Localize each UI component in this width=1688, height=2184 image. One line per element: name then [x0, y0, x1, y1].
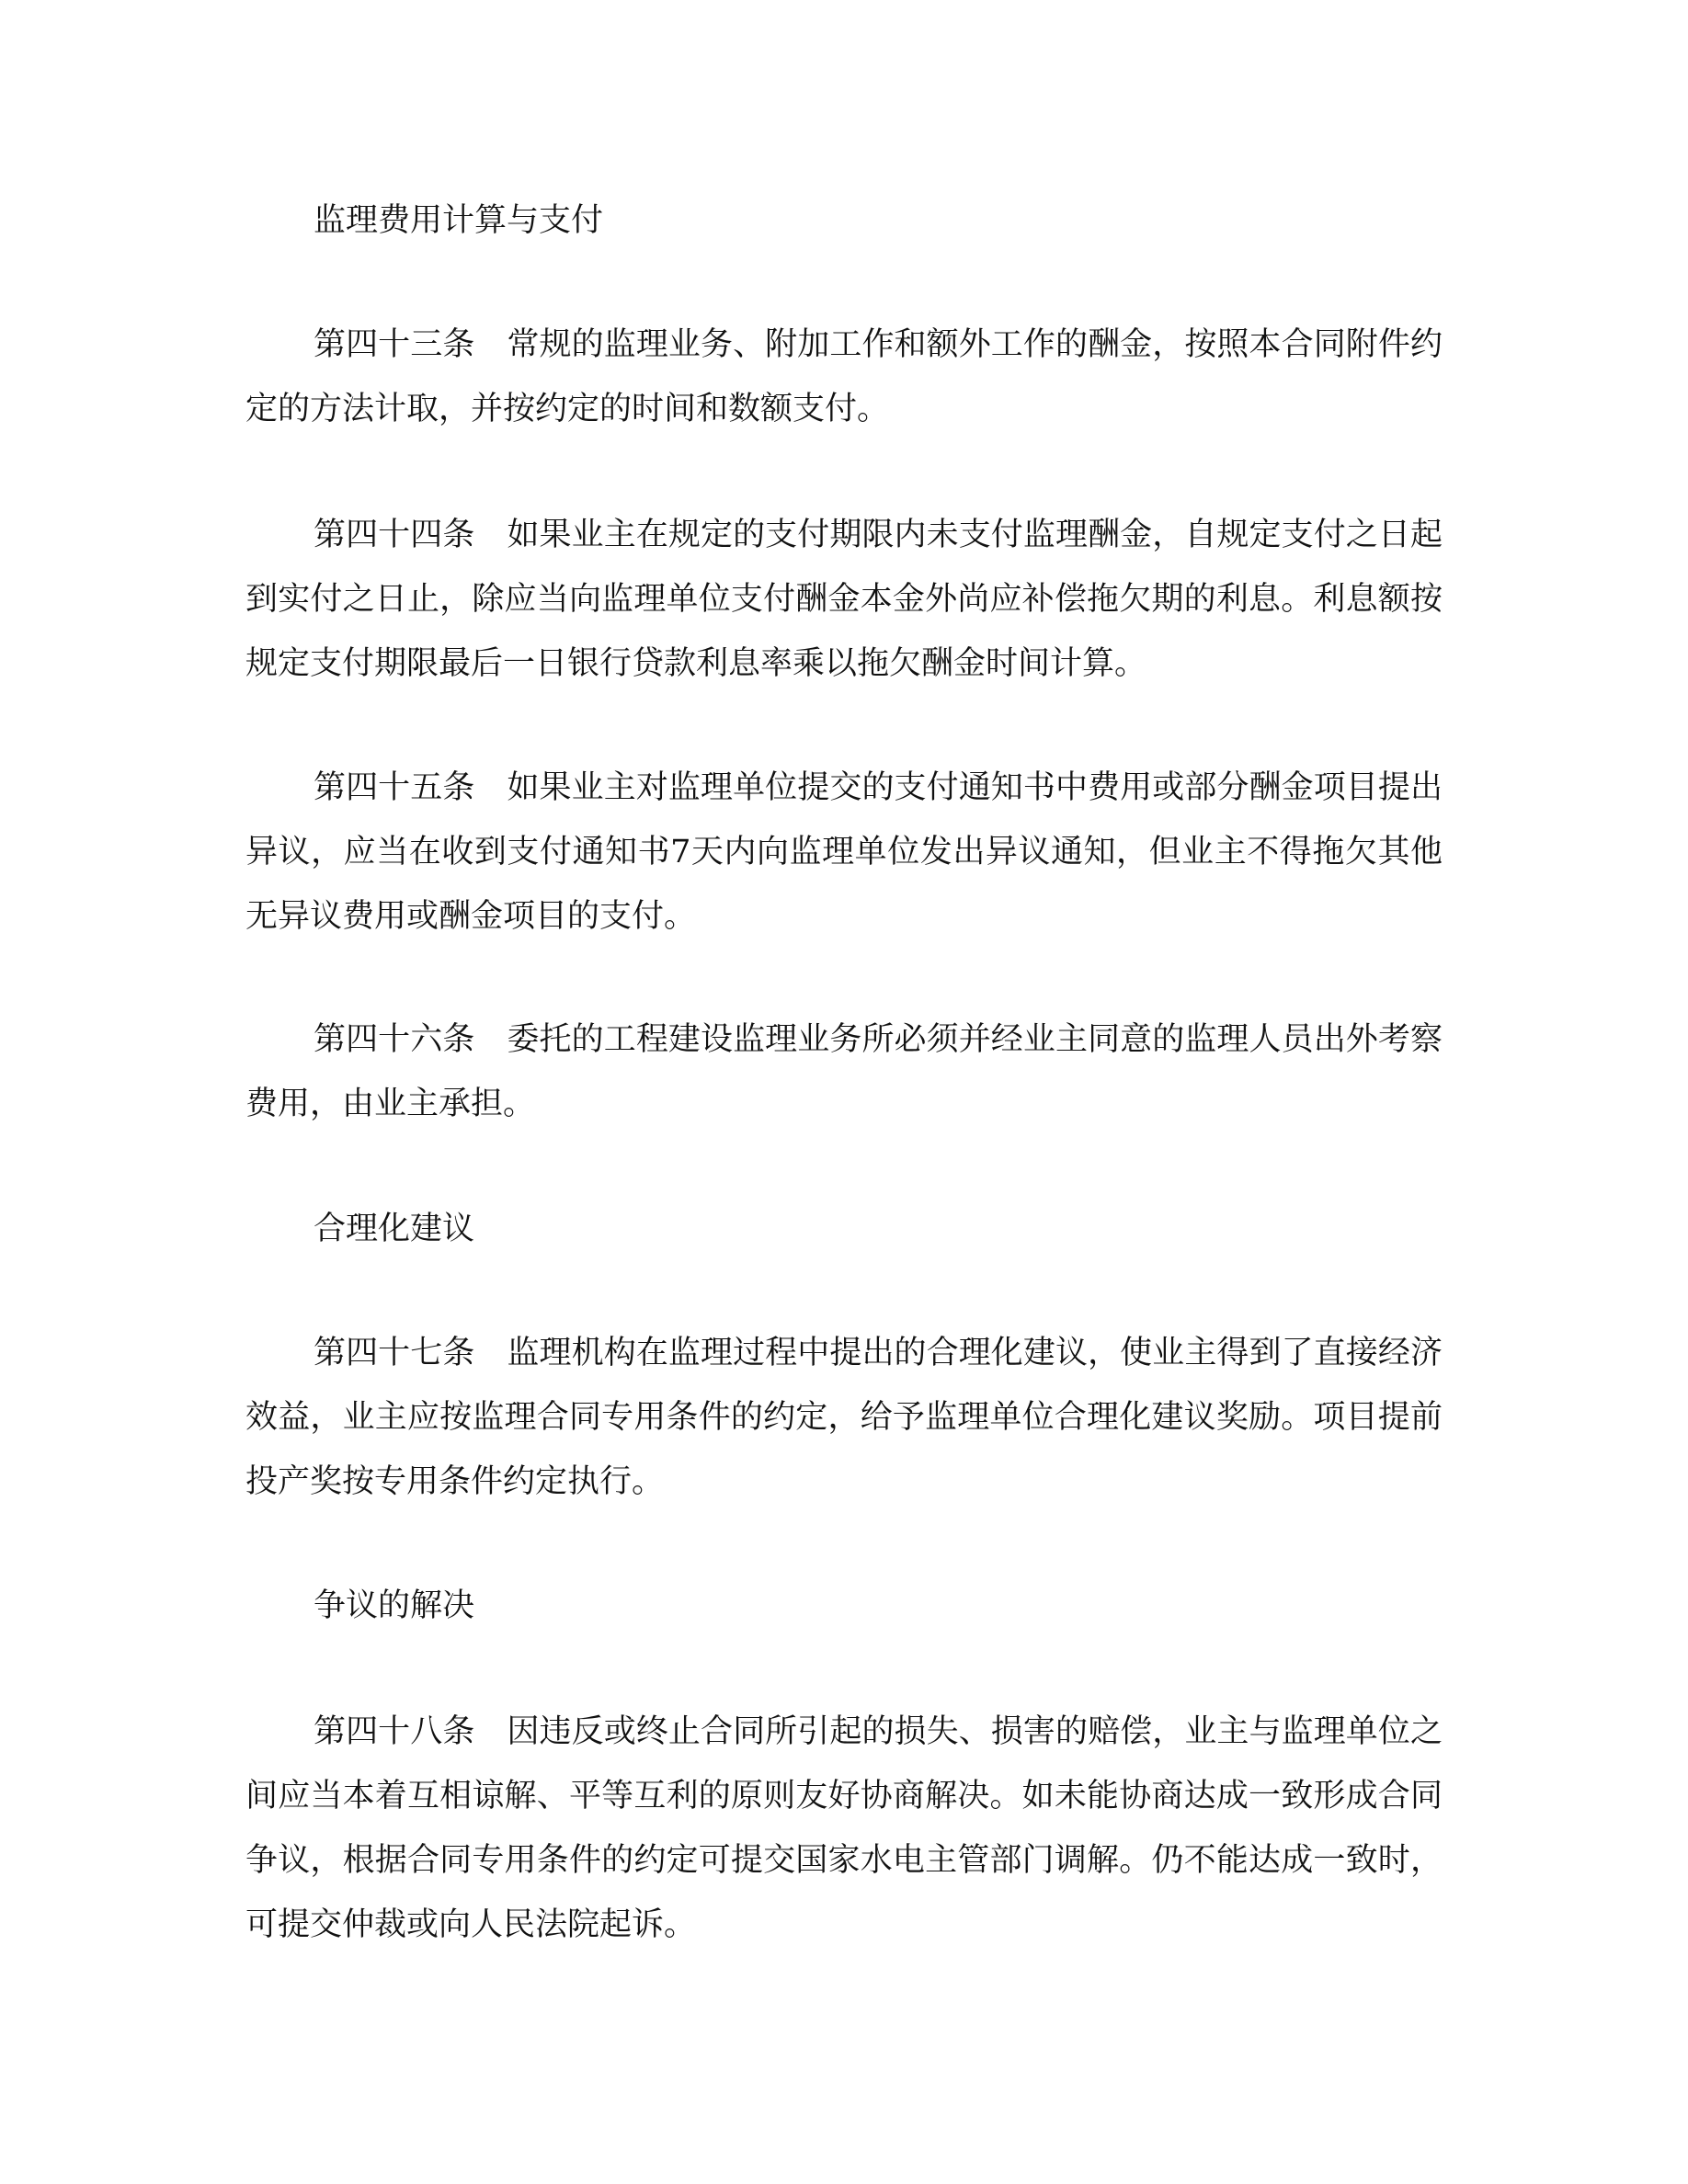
article-number: 第四十五条	[314, 769, 475, 806]
article-text: 常规的监理业务、附加工作和额外工作的酬金，按照本合同附件约定的方法计取，并按约定的时间和数额支付。	[245, 326, 1443, 427]
article-text: 因违反或终止合同所引起的损失、损害的赔偿，业主与监理单位之间应当本着互相谅解、平等互利的原则友好协商解决。如未能协商达成一致形成合同争议，根据合同专用条件的约定可提交国家水电主管部门调解。仍不能达成一致时，可提交仲裁或向人民法院起诉。	[245, 1713, 1443, 1943]
article-number: 第四十四条	[314, 517, 475, 553]
article-number: 第四十六条	[314, 1021, 475, 1058]
article-text: 如果业主在规定的支付期限内未支付监理酬金，自规定支付之日起到实付之日止，除应当向监理单位支付酬金本金外尚应补偿拖欠期的利息。利息额按规定支付期限最后一日银行贷款利息率乘以拖欠酬金时间计算。	[245, 517, 1443, 682]
article-number: 第四十三条	[314, 326, 475, 363]
article-48	[245, 1700, 1443, 1957]
article-45	[245, 756, 1443, 949]
article-text: 如果业主对监理单位提交的支付通知书中费用或部分酬金项目提出异议，应当在收到支付通知书7天内向监理单位发出异议通知，但业主不得拖欠其他无异议费用或酬金项目的支付。	[245, 769, 1443, 935]
section-heading-fees: 监理费用计算与支付	[314, 202, 604, 239]
section-heading-disputes: 争议的解决	[314, 1587, 475, 1624]
article-number: 第四十八条	[314, 1713, 475, 1750]
article-number: 第四十七条	[314, 1335, 475, 1371]
section-heading-suggestions: 合理化建议	[314, 1211, 475, 1247]
article-46	[245, 1007, 1443, 1136]
article-text: 委托的工程建设监理业务所必须并经业主同意的监理人员出外考察费用，由业主承担。	[245, 1021, 1443, 1122]
article-47	[245, 1321, 1443, 1514]
article-43	[245, 313, 1443, 441]
article-text: 监理机构在监理过程中提出的合理化建议，使业主得到了直接经济效益，业主应按监理合同专用条件的约定，给予监理单位合理化建议奖励。项目提前投产奖按专用条件约定执行。	[245, 1335, 1443, 1500]
article-44	[245, 503, 1443, 696]
